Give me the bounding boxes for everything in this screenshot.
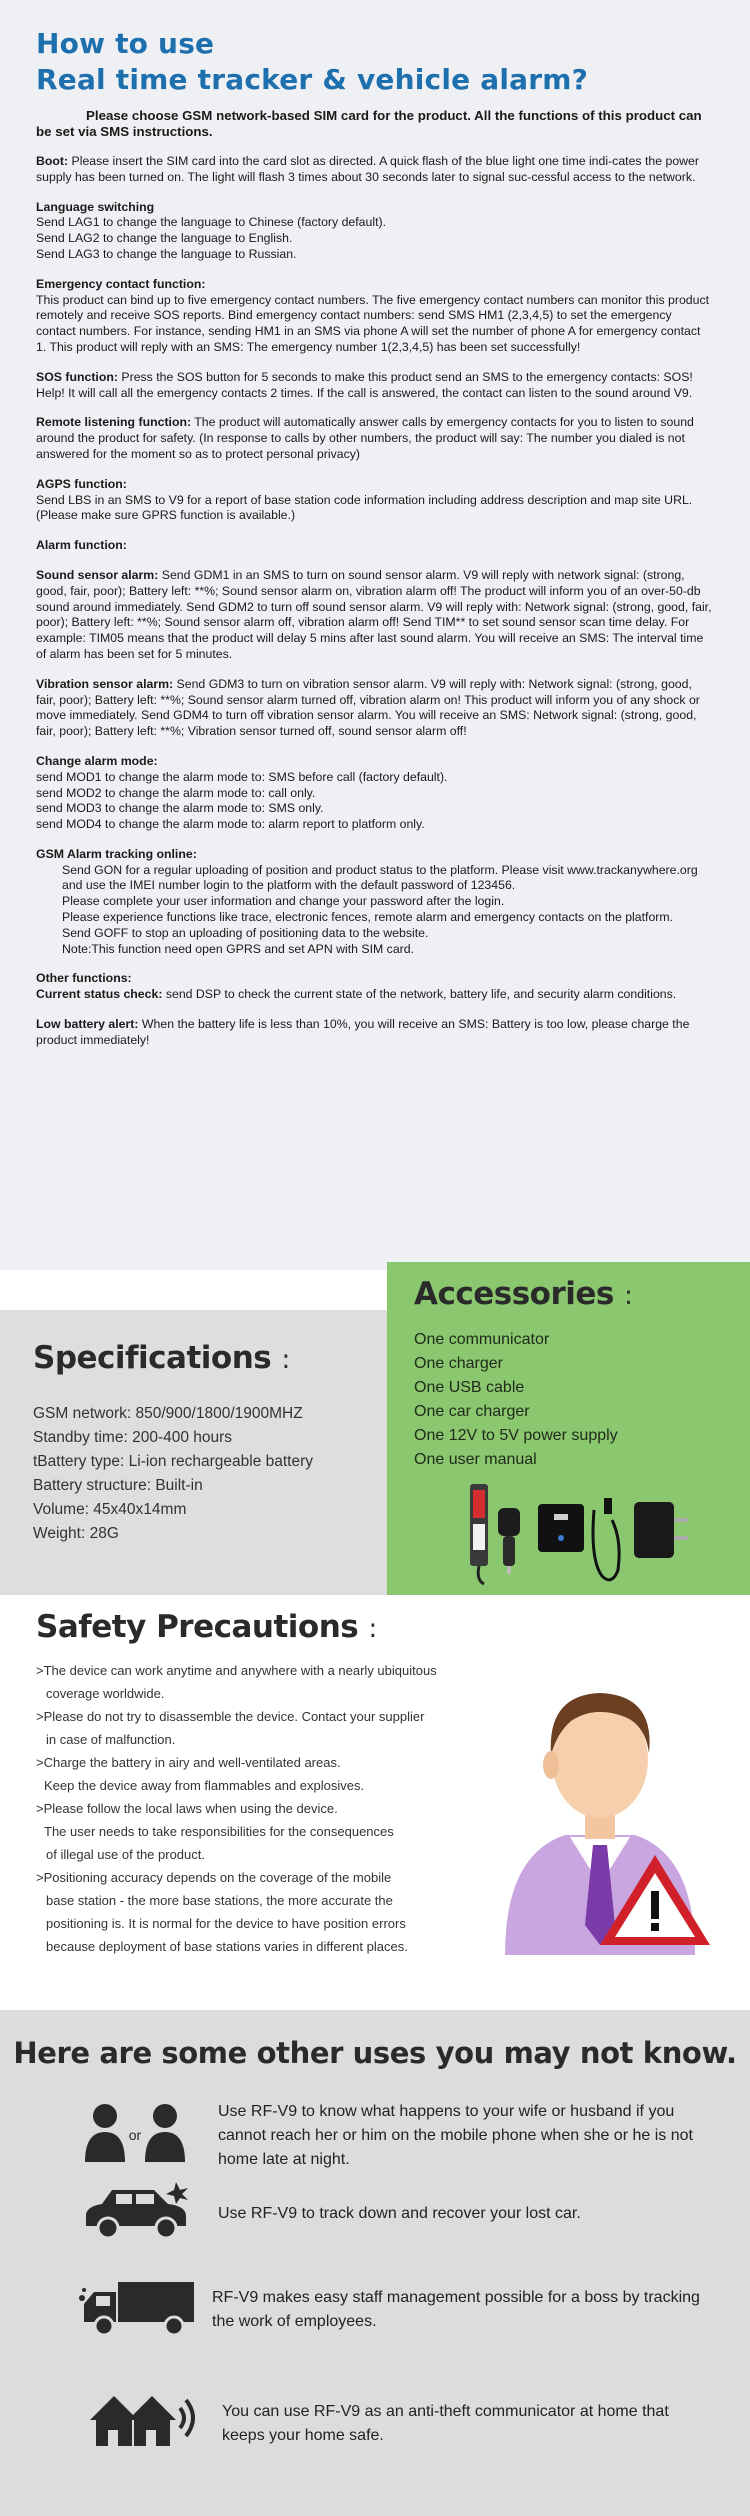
emergency-text: This product can bind up to five emergency contact numbers. The five emergency contact numbers can monitor this product remotely and receive SOS reports. Bind emergency contact numbers: send SMS HM1 (2,3,4,5) to set the emergency contact numbers. For instance, sending HM1 in an SMS via phone A will set the number of phone A for emergency contact 1. This product will reply with an SMS: The emergency number 1(2,3,4,5) has been set successfully! bbox=[36, 292, 710, 354]
car-icon bbox=[82, 2180, 192, 2246]
sos-section bbox=[36, 370, 714, 402]
specifications-section bbox=[0, 1310, 387, 1595]
wall-charger-icon bbox=[634, 1502, 688, 1558]
alarm-mode-line: send MOD2 to change the alarm mode to: call only. bbox=[36, 785, 316, 800]
safety-line: coverage worldwide. bbox=[46, 1686, 165, 1701]
usb-cable-icon bbox=[470, 1484, 488, 1584]
spec-item: GSM network: 850/900/1800/1900MHZ bbox=[33, 1405, 303, 1422]
safety-line: The user needs to take responsibilities for the consequences bbox=[44, 1824, 394, 1839]
other-uses-title: Here are some other uses you may not know. bbox=[13, 2036, 737, 2070]
tracking-label: GSM Alarm tracking online: bbox=[36, 846, 197, 861]
safety-line: >Please do not try to disassemble the device. Contact your supplier bbox=[36, 1709, 425, 1724]
use-text: Use RF-V9 to know what happens to your wife or husband if you cannot reach her or him on the mobile phone when she or he is not home late at night. bbox=[218, 2103, 693, 2168]
alarm-mode-line: send MOD3 to change the alarm mode to: SMS only. bbox=[36, 801, 324, 816]
alarm-mode-label: Change alarm mode: bbox=[36, 753, 158, 768]
cable-coil-icon bbox=[593, 1498, 619, 1580]
vibration-alarm-text: Send GDM3 to turn on vibration sensor alarm. V9 will reply with: Network signal: (strong, good, fair, poor); Battery left: **%; Sound sensor alarm turned off, vibration alarm on! This product will inform you of any shock or move immediately. Send GDM4 to turn off vibration sensor alarm. You will receive an SMS: Network signal: (strong, good, fair, poor); Battery left: **%; Vibration sensor turned off, sound sensor alarm off! bbox=[36, 676, 700, 739]
status-check-text: send DSP to check the current state of the network, battery life, and security alarm conditions. bbox=[162, 987, 677, 1002]
truck-icon bbox=[78, 2278, 198, 2342]
other-uses-section bbox=[0, 2010, 750, 2516]
accessory-item: One charger bbox=[414, 1355, 503, 1372]
safety-section bbox=[0, 1595, 750, 2010]
other-functions-section bbox=[36, 971, 714, 1003]
battery-alert-label: Low battery alert: bbox=[36, 1017, 139, 1032]
safety-line: >Charge the battery in airy and well-ventilated areas. bbox=[36, 1755, 341, 1770]
boot-text: Please insert the SIM card into the card slot as directed. A quick flash of the blue light one time indi-cates the power supply has been turned on. The light will flash 3 times about 30 seconds later to signal suc-cessful access to the network. bbox=[36, 154, 699, 184]
safety-line: because deployment of base stations varies in different places. bbox=[46, 1939, 408, 1954]
tracking-section bbox=[36, 847, 714, 958]
lead-text: Please choose GSM network-based SIM card for the product. All the functions of this product can be set via SMS instructions. bbox=[36, 108, 702, 139]
tracking-line: Send GOFF to stop an uploading of positioning data to the website. bbox=[62, 925, 429, 940]
language-label: Language switching bbox=[36, 199, 155, 214]
accessories-photo bbox=[462, 1480, 702, 1588]
tracking-line: Send GON for a regular uploading of position and product status to the platform. Please visit www.trackanywhere.org and use the IMEI number login to the platform with the default password of 123456. bbox=[62, 862, 698, 893]
accessory-item: One car charger bbox=[414, 1403, 530, 1420]
language-line: Send LAG1 to change the language to Chinese (factory default). bbox=[36, 215, 387, 230]
sos-text: Press the SOS button for 5 seconds to make this product send an SMS to the emergency contacts: SOS! Help! It will call all the emergency contacts 2 times. If the call is answered, the contact can listen to the sound around V9. bbox=[36, 369, 693, 400]
safety-line: >Positioning accuracy depends on the coverage of the mobile bbox=[36, 1870, 392, 1885]
car-charger-icon bbox=[498, 1508, 520, 1574]
use-text: Use RF-V9 to track down and recover your lost car. bbox=[218, 2205, 581, 2222]
vibration-alarm-label: Vibration sensor alarm: bbox=[36, 676, 174, 691]
safety-line: >The device can work anytime and anywhere with a nearly ubiquitous bbox=[36, 1663, 437, 1678]
spec-item: Standby time: 200-400 hours bbox=[33, 1429, 233, 1446]
safety-title: Safety Precautions : bbox=[36, 1609, 377, 1645]
alarm-mode-line: send MOD4 to change the alarm mode to: alarm report to platform only. bbox=[36, 817, 425, 832]
spec-item: tBattery type: Li-ion rechargeable battery bbox=[33, 1453, 314, 1470]
boot-label: Boot: bbox=[36, 154, 69, 168]
businessman-warning-illustration bbox=[485, 1655, 715, 1955]
safety-line: >Please follow the local laws when using the device. bbox=[36, 1801, 338, 1816]
vibration-alarm-section bbox=[36, 677, 714, 740]
use-text: You can use RF-V9 as an anti-theft communicator at home that keeps your home safe. bbox=[222, 2403, 669, 2444]
sound-alarm-section bbox=[36, 568, 714, 663]
title-line-2: Real time tracker & vehicle alarm? bbox=[36, 63, 589, 96]
other-functions-label: Other functions: bbox=[36, 971, 132, 986]
remote-section bbox=[36, 415, 714, 462]
spec-item: Volume: 45x40x14mm bbox=[33, 1501, 187, 1518]
tracking-line: Please complete your user information and change your password after the login. bbox=[62, 894, 505, 909]
alarm-mode-section bbox=[36, 754, 714, 833]
remote-text: The product will automatically answer calls by emergency contacts for you to listen to sound around the product for safety. (In response to calls by other numbers, the product will say: The number you dialed is not answered for the moment so as to protect personal privacy) bbox=[36, 415, 694, 461]
alarm-function-label: Alarm function: bbox=[36, 538, 127, 553]
safety-list bbox=[36, 1659, 496, 1958]
agps-section bbox=[36, 477, 714, 524]
title-line-1: How to use bbox=[36, 27, 215, 60]
battery-alert-text: When the battery life is less than 10%, you will receive an SMS: Battery is too low, please charge the product immediately! bbox=[36, 1017, 690, 1047]
sound-alarm-label: Sound sensor alarm: bbox=[36, 567, 159, 582]
alarm-function-section bbox=[36, 538, 714, 554]
accessory-item: One USB cable bbox=[414, 1379, 525, 1396]
alarm-mode-line: send MOD1 to change the alarm mode to: SMS before call (factory default). bbox=[36, 769, 448, 784]
tracker-device-icon bbox=[538, 1504, 584, 1552]
emergency-label: Emergency contact function: bbox=[36, 276, 206, 291]
safety-line: base station - the more base stations, the more accurate the bbox=[46, 1893, 393, 1908]
safety-line: in case of malfunction. bbox=[46, 1732, 176, 1747]
spec-item: Battery structure: Built-in bbox=[33, 1477, 203, 1494]
safety-line: positioning is. It is normal for the device to have position errors bbox=[46, 1916, 406, 1931]
battery-alert-section bbox=[36, 1017, 714, 1049]
emergency-section bbox=[36, 277, 714, 356]
house-icon bbox=[88, 2390, 198, 2450]
status-check-label: Current status check: bbox=[36, 987, 163, 1002]
accessories-list bbox=[414, 1328, 750, 1472]
language-line: Send LAG2 to change the language to English. bbox=[36, 231, 293, 246]
boot-section bbox=[36, 154, 714, 186]
sound-alarm-text: Send GDM1 in an SMS to turn on sound sensor alarm. V9 will reply with network signal: (strong, good, fair, poor); Battery left: **%; Sound sensor alarm on, vibration alarm off! The product will inform you of an over-50-db sound around immediately. Send GDM2 to turn off sound sensor alarm. V9 will reply with: Network signal: (strong, good, fair, poor); Battery left: **%; Sound sensor alarm off, vibration alarm off! Send TIM** to set sound sensor scan time delay. For example: TIM05 means that the product will delay 5 mins after last sound alarm. You will receive an SMS: The interval time of alarm has been set for 5 minutes. bbox=[36, 567, 712, 661]
language-section bbox=[36, 200, 714, 263]
specifications-title: Specifications : bbox=[33, 1340, 290, 1376]
safety-line: Keep the device away from flammables and explosives. bbox=[44, 1778, 365, 1793]
language-line: Send LAG3 to change the language to Russian. bbox=[36, 246, 297, 261]
accessories-section bbox=[387, 1262, 750, 1595]
accessory-item: One communicator bbox=[414, 1331, 550, 1348]
agps-text: Send LBS in an SMS to V9 for a report of base station code information including address description and map site URL. (Please make sure GPRS function is available.) bbox=[36, 492, 693, 523]
sos-label: SOS function: bbox=[36, 369, 118, 384]
spec-item: Weight: 28G bbox=[33, 1525, 119, 1542]
accessories-title: Accessories : bbox=[414, 1276, 633, 1312]
page-title bbox=[36, 26, 714, 98]
safety-line: of illegal use of the product. bbox=[46, 1847, 205, 1862]
tracking-line: Please experience functions like trace, electronic fences, remote alarm and emergency contacts on the platform. bbox=[62, 910, 674, 925]
accessory-item: One user manual bbox=[414, 1451, 537, 1468]
or-label: or bbox=[128, 2127, 142, 2143]
tracking-line: Note:This function need open GPRS and set APN with SIM card. bbox=[62, 941, 415, 956]
remote-label: Remote listening function: bbox=[36, 415, 192, 430]
use-text: RF-V9 makes easy staff management possible for a boss by tracking the work of employees. bbox=[212, 2289, 700, 2330]
specifications-list bbox=[33, 1402, 387, 1546]
agps-label: AGPS function: bbox=[36, 476, 127, 491]
accessory-item: One 12V to 5V power supply bbox=[414, 1427, 618, 1444]
couple-icon bbox=[85, 2100, 185, 2164]
